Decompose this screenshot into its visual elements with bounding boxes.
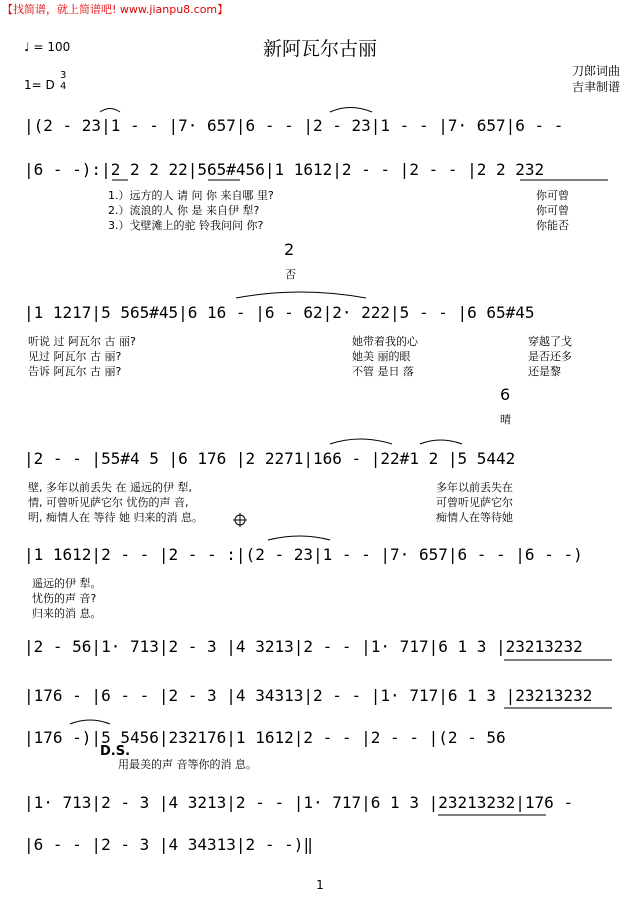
lyric-row4-verse2: 情, 可曾听见萨它尔 忧伤的声 音, [28,496,189,509]
lyric-row3-mid-verse1: 她带着我的心 [352,335,418,348]
alt-ending-word-1: 否 [285,268,296,281]
lyric-row8: 用最美的声 音等你的消 息。 [118,758,257,771]
notation-row-2: |6 - -):|2 2 2 22|565#456|1 1612|2 - - |2 - - |2 2 232 [24,160,545,179]
lyric-row4-end-verse1: 多年以前丢失在 [436,481,513,494]
notation-row-7: |176 - |6 - - |2 - 3 |4 34313|2 - - |1· 717|6 1 3 |23213232 [24,686,593,705]
site-banner[interactable]: 【找简谱，就上简谱吧! www.jianpu8.com】 [2,3,229,16]
lyric-row3-end-verse1: 穿越了戈 [528,335,572,348]
page-number: 1 [316,878,324,892]
notation-row-5: |1 1612|2 - - |2 - - :|(2 - 23|1 - - |7· 657|6 - - |6 - -) [24,545,583,564]
lyric-row2-end-verse1: 你可曾 [536,189,569,202]
lyric-row5-verse2: 忧伤的声 音? [32,592,97,605]
lyric-row2-verse2: 2.）流浪的人 你 是 来自伊 犁? [108,204,260,217]
lyric-row4-end-verse3: 痴情人在等待她 [436,511,513,524]
time-sig-top: 3 [60,70,67,81]
lyric-row5-verse1: 遥远的伊 犁。 [32,577,102,590]
lyric-row3-end-verse2: 是否还多 [528,350,572,363]
lyric-row2-verse3: 3.）戈壁滩上的驼 铃我问问 你? [108,219,264,232]
notation-row-8: |176 -)|5 5456|232176|1 1612|2 - - |2 - - |(2 - 56 [24,728,506,747]
lyric-row4-end-verse2: 可曾听见萨它尔 [436,496,513,509]
ds-mark: D.S. [100,744,131,759]
alt-ending-note-1: 2 [284,240,295,259]
notation-row-6: |2 - 56|1· 713|2 - 3 |4 3213|2 - - |1· 717|6 1 3 |23213232 [24,637,583,656]
notation-row-3: |1 1217|5 565#45|6 16 - |6 - 62|2· 222|5 - - |6 65#45 [24,303,535,322]
lyric-row2-end-verse3: 你能否 [536,219,569,232]
notation-row-1: |(2 - 23|1 - - |7· 657|6 - - |2 - 23|1 - - |7· 657|6 - - [24,116,564,135]
credit-lyricist-composer: 刀郎词曲 [571,64,620,78]
lyric-row3-verse1: 听说 过 阿瓦尔 古 丽? [28,335,136,348]
lyric-row2-end-verse2: 你可曾 [536,204,569,217]
alt-ending-word-2: 晴 [500,413,511,426]
lyric-row5-verse3: 归来的消 息。 [32,607,102,620]
notation-row-10: |6 - - |2 - 3 |4 34313|2 - -)‖ [24,835,313,854]
key-signature: 1= D [24,78,55,92]
lyric-row3-verse2: 见过 阿瓦尔 古 丽? [28,350,122,363]
notation-row-4: |2 - - |55#4 5 |6 176 |2 2271|166 - |22#1 2 |5 5442 [24,449,516,468]
lyric-row3-end-verse3: 还是黎 [528,365,561,378]
page-title: 新阿瓦尔古丽 [262,38,377,60]
alt-ending-note-2: 6 [500,385,511,404]
notation-row-9: |1· 713|2 - 3 |4 3213|2 - - |1· 717|6 1 3 |23213232|176 - [24,793,574,812]
lyric-row3-mid-verse3: 不管 是日 落 [352,365,414,378]
lyric-row4-verse3: 明, 痴情人在 等待 她 归来的消 息。 [28,511,203,524]
lyric-row3-verse3: 告诉 阿瓦尔 古 丽? [28,365,122,378]
lyric-row4-verse1: 壁, 多年以前丢失 在 遥远的伊 犁, [28,481,192,494]
credit-transcriber: 吉聿制谱 [571,80,620,94]
time-sig-bottom: 4 [60,81,67,92]
lyric-row2-verse1: 1.）远方的人 请 问 你 来自哪 里? [108,189,274,202]
tempo-marking: ♩ = 100 [24,40,71,54]
lyric-row3-mid-verse2: 她美 丽的眼 [352,350,411,363]
